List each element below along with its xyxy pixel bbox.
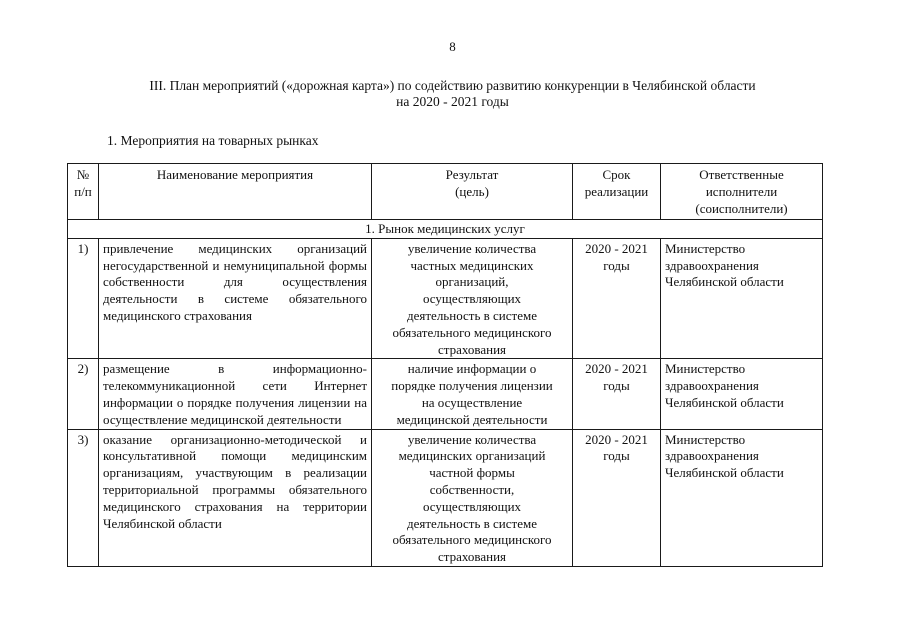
measure-executors: Министерство здравоохранения Челябинской области xyxy=(661,238,823,359)
measure-term: 2020 - 2021 годы xyxy=(573,359,661,429)
header-term: Срок реализации xyxy=(573,164,661,220)
measure-result: наличие информации о порядке получения лицензии на осуществление медицинской деятельности xyxy=(372,359,573,429)
document-title-line-2: на 2020 - 2021 годы xyxy=(396,94,509,109)
measure-executors: Министерство здравоохранения Челябинской области xyxy=(661,359,823,429)
page-number: 8 xyxy=(449,39,456,54)
header-exec: Ответственные исполнители (соисполнители) xyxy=(661,164,823,220)
header-num: № п/п xyxy=(68,164,99,220)
header-name: Наименование мероприятия xyxy=(99,164,372,220)
table-header-row xyxy=(68,164,823,220)
measure-name: оказание организационно-методической и консультативной помощи медицинским организациям, участвующим в реализации территориальной программы обязательного медицинского страхования на территории Челябинской области xyxy=(99,429,372,566)
measure-name: привлечение медицинских организаций негосударственной и немуниципальной формы собственности для осуществления деятельности в системе обязательного медицинского страхования xyxy=(99,238,372,359)
measure-executors: Министерство здравоохранения Челябинской области xyxy=(661,429,823,566)
measures-table xyxy=(67,163,823,567)
row-number: 3) xyxy=(68,429,99,566)
measure-term: 2020 - 2021 годы xyxy=(573,238,661,359)
header-result: Результат (цель) xyxy=(372,164,573,220)
section-heading: 1. Мероприятия на товарных рынках xyxy=(107,133,319,148)
group-title: 1. Рынок медицинских услуг xyxy=(68,220,823,239)
table-row xyxy=(68,429,823,566)
measure-result: увеличение количества частных медицинских организаций, осуществляющих деятельность в системе обязательного медицинского страхования xyxy=(372,238,573,359)
group-row xyxy=(68,220,823,239)
document-title xyxy=(90,78,815,110)
row-number: 1) xyxy=(68,238,99,359)
table-row xyxy=(68,238,823,359)
measure-term: 2020 - 2021 годы xyxy=(573,429,661,566)
row-number: 2) xyxy=(68,359,99,429)
measure-name: размещение в информационно-телекоммуникационной сети Интернет информации о порядке получения лицензии на осуществление медицинской деятельности xyxy=(99,359,372,429)
table-row xyxy=(68,359,823,429)
document-title-line-1: III. План мероприятий («дорожная карта») по содействию развитию конкуренции в Челябинской области xyxy=(149,78,756,93)
measure-result: увеличение количества медицинских организаций частной формы собственности, осуществляющих деятельность в системе обязательного медицинского страхования xyxy=(372,429,573,566)
